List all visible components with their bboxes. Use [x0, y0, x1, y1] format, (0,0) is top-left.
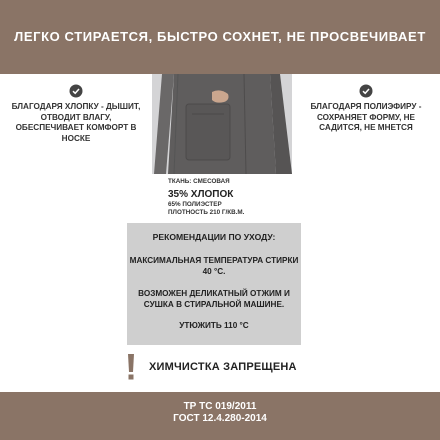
fabric-density: ПЛОТНОСТЬ 210 Г/КВ.М. [168, 209, 245, 216]
bottom-banner [0, 392, 440, 440]
top-banner [0, 0, 440, 74]
standard-gost: ГОСТ 12.4.280-2014 [173, 413, 267, 424]
standard-tr-ts: ТР ТС 019/2011 [183, 401, 257, 412]
care-instructions [127, 223, 301, 345]
care-title: РЕКОМЕНДАЦИИ ПО УХОДУ: [152, 232, 276, 242]
page-title: ЛЕГКО СТИРАЕТСЯ, БЫСТРО СОХНЕТ, НЕ ПРОСВЕЧИВАЕТ [14, 28, 426, 44]
check-circle-icon [359, 84, 373, 98]
check-circle-icon [69, 84, 83, 98]
care-item-iron: УТЮЖИТЬ 110 °С [179, 321, 249, 330]
dry-clean-text: ХИМЧИСТКА ЗАПРЕЩЕНА [149, 361, 297, 373]
dry-clean-warning [124, 352, 324, 382]
garment-photo [152, 74, 292, 174]
fabric-composition [168, 178, 288, 217]
feature-polyester [292, 74, 440, 160]
care-item-spin: ВОЗМОЖЕН ДЕЛИКАТНЫЙ ОТЖИМ И СУШКА В СТИРАЛЬНОЙ МАШИНЕ. [138, 289, 290, 309]
care-item-temperature: МАКСИМАЛЬНАЯ ТЕМПЕРАТУРА СТИРКИ 40 °С. [129, 256, 299, 276]
exclamation-icon [127, 354, 135, 380]
feature-cotton-text: БЛАГОДАРЯ ХЛОПКУ - ДЫШИТ, ОТВОДИТ ВЛАГУ, ОБЕСПЕЧИВАЕТ КОМФОРТ В НОСКЕ [11, 102, 141, 143]
feature-cotton [0, 74, 152, 160]
garment-illustration [152, 74, 292, 174]
feature-polyester-text: БЛАГОДАРЯ ПОЛИЭФИРУ - СОХРАНЯЕТ ФОРМУ, НЕ САДИТСЯ, НЕ МНЕТСЯ [310, 102, 422, 132]
fabric-label: ТКАНЬ: СМЕСОВАЯ [168, 178, 230, 185]
fabric-cotton: 35% ХЛОПОК [168, 189, 234, 200]
fabric-polyester: 65% ПОЛИЭСТЕР [168, 201, 222, 208]
